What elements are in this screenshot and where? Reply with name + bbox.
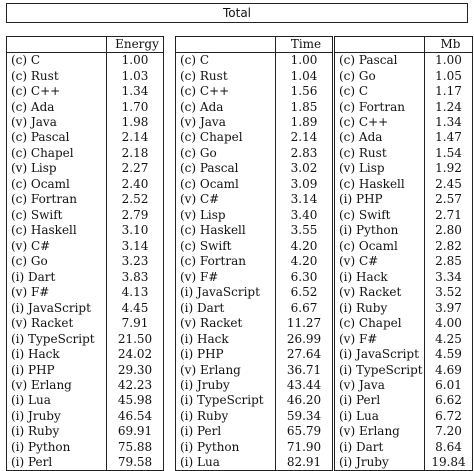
value-cell: 27.64: [276, 347, 333, 362]
value-cell: 79.58: [107, 455, 164, 471]
value-cell: 6.01: [425, 378, 473, 393]
table-row: [176, 68, 333, 83]
value-cell: 1.34: [107, 84, 164, 99]
language-cell: (c) Chapel: [11, 145, 74, 160]
time-table-body: [176, 52, 333, 471]
language-cell: (i) Dart: [339, 439, 384, 454]
language-cell: (v) Erlang: [339, 424, 400, 439]
value-cell: 3.14: [107, 238, 164, 253]
language-cell: (c) Ada: [180, 99, 224, 114]
language-cell: (c) Rust: [339, 145, 387, 160]
value-cell: 1.85: [276, 99, 333, 114]
language-cell: (c) Ocaml: [180, 176, 239, 191]
language-cell: (i) JavaScript: [339, 347, 419, 362]
table-row: [176, 440, 333, 455]
language-cell: (i) Lua: [11, 393, 51, 408]
value-cell: 1.00: [107, 52, 164, 68]
language-cell: (v) C#: [339, 254, 379, 269]
table-row: [7, 115, 164, 130]
value-cell: 2.14: [107, 130, 164, 145]
value-cell: 8.64: [425, 440, 473, 455]
value-cell: 2.52: [107, 192, 164, 207]
table-row: [176, 84, 333, 99]
table-row: [176, 161, 333, 176]
table-row: [176, 254, 333, 269]
table-row: [7, 207, 164, 222]
table-row: [335, 269, 473, 284]
language-cell: (i) Dart: [11, 269, 56, 284]
language-cell: (v) Erlang: [11, 377, 72, 392]
language-cell: (c) C++: [339, 115, 389, 129]
language-cell: (c) Rust: [180, 68, 228, 83]
table-row: [335, 455, 473, 471]
language-cell: (i) Perl: [339, 393, 381, 408]
value-cell: 2.82: [425, 238, 473, 253]
language-cell: (c) C++: [180, 84, 230, 99]
value-cell: 11.27: [276, 316, 333, 331]
value-cell: 1.70: [107, 99, 164, 114]
language-cell: (i) TypeScript: [339, 362, 423, 377]
language-cell: (v) Racket: [339, 285, 402, 300]
value-cell: 46.54: [107, 409, 164, 424]
value-cell: 3.34: [425, 269, 473, 284]
table-row: [176, 316, 333, 331]
value-cell: 29.30: [107, 362, 164, 377]
table-row: [176, 177, 333, 192]
table-row: [335, 331, 473, 346]
value-cell: 1.54: [425, 146, 473, 161]
language-cell: (v) Java: [180, 115, 226, 129]
value-cell: 69.91: [107, 424, 164, 439]
energy-table: [6, 36, 164, 471]
table-row: [7, 362, 164, 377]
value-cell: 4.20: [276, 238, 333, 253]
table-row: [176, 192, 333, 207]
value-cell: 3.14: [276, 192, 333, 207]
table-row: [335, 238, 473, 253]
language-cell: (i) Python: [11, 439, 71, 454]
table-row: [7, 331, 164, 346]
table-row: [176, 378, 333, 393]
value-cell: 45.98: [107, 393, 164, 408]
value-cell: 36.71: [276, 362, 333, 377]
table-row: [7, 99, 164, 114]
table-row: [7, 130, 164, 145]
table-row: [176, 409, 333, 424]
memory-table-body: [335, 52, 473, 471]
language-cell: (i) PHP: [180, 347, 224, 362]
language-cell: (i) JavaScript: [180, 285, 260, 300]
language-cell: (c) Chapel: [180, 130, 243, 145]
language-cell: (i) Perl: [11, 455, 53, 470]
value-cell: 3.97: [425, 300, 473, 315]
memory-column-header: Mb: [425, 37, 473, 53]
value-cell: 1.17: [425, 84, 473, 99]
language-cell: (c) Fortran: [180, 254, 246, 269]
table-row: [7, 269, 164, 284]
value-cell: 1.98: [107, 115, 164, 130]
value-cell: 1.04: [276, 68, 333, 83]
table-row: [176, 285, 333, 300]
value-cell: 46.20: [276, 393, 333, 408]
language-cell: (i) Hack: [11, 347, 60, 362]
value-cell: 3.23: [107, 254, 164, 269]
language-cell: (v) Lisp: [11, 161, 57, 176]
table-row: [7, 316, 164, 331]
language-cell: (v) F#: [11, 285, 50, 300]
language-cell: (i) Python: [180, 439, 240, 454]
table-row: [176, 52, 333, 68]
table-row: [335, 316, 473, 331]
value-cell: 6.52: [276, 285, 333, 300]
table-row: [335, 285, 473, 300]
table-row: [335, 300, 473, 315]
value-cell: 1.03: [107, 68, 164, 83]
language-cell: (c) Haskell: [11, 223, 77, 238]
page-title: Total: [6, 3, 468, 23]
table-row: [7, 161, 164, 176]
value-cell: 2.27: [107, 161, 164, 176]
table-row: [176, 223, 333, 238]
language-cell: (c) Ada: [339, 130, 383, 145]
language-cell: (i) Ruby: [339, 300, 388, 315]
value-cell: 1.56: [276, 84, 333, 99]
language-cell: (i) Python: [339, 223, 399, 238]
table-row: [7, 393, 164, 408]
language-cell: (i) Jruby: [11, 408, 61, 423]
table-row: [7, 192, 164, 207]
table-row: [335, 347, 473, 362]
table-row: [335, 440, 473, 455]
table-row: [335, 409, 473, 424]
table-row: [7, 68, 164, 83]
table-row: [7, 300, 164, 315]
language-cell: (c) Fortran: [11, 192, 77, 207]
value-cell: 3.83: [107, 269, 164, 284]
table-header-row: [176, 37, 333, 53]
language-cell: (c) Swift: [11, 207, 63, 222]
value-cell: 3.02: [276, 161, 333, 176]
language-cell: (i) JavaScript: [11, 300, 91, 315]
language-cell: (c) C: [11, 53, 41, 68]
value-cell: 26.99: [276, 331, 333, 346]
table-row: [335, 146, 473, 161]
language-cell: (c) Pascal: [180, 161, 239, 176]
language-cell: (c) Ada: [11, 99, 55, 114]
language-cell: (i) Hack: [180, 331, 229, 346]
table-row: [7, 223, 164, 238]
energy-column-header: Energy: [107, 37, 164, 53]
value-cell: 7.20: [425, 424, 473, 439]
language-cell: (i) Ruby: [11, 424, 60, 439]
table-row: [335, 84, 473, 99]
value-cell: 4.20: [276, 254, 333, 269]
time-column-header: Time: [276, 37, 333, 53]
value-cell: 3.40: [276, 207, 333, 222]
language-cell: (i) Dart: [180, 300, 225, 315]
language-cell: (c) Haskell: [339, 176, 405, 191]
value-cell: 42.23: [107, 378, 164, 393]
table-row: [7, 177, 164, 192]
value-cell: 1.89: [276, 115, 333, 130]
table-row: [335, 130, 473, 145]
table-row: [176, 455, 333, 471]
language-cell: (i) Jruby: [180, 377, 230, 392]
language-cell: (c) Swift: [339, 207, 391, 222]
table-row: [7, 285, 164, 300]
language-cell: (c) Rust: [11, 68, 59, 83]
table-row: [335, 68, 473, 83]
table-row: [176, 99, 333, 114]
language-cell: (c) Go: [11, 254, 48, 269]
value-cell: 6.67: [276, 300, 333, 315]
value-cell: 6.72: [425, 409, 473, 424]
language-cell: (v) Java: [11, 115, 57, 129]
table-row: [176, 130, 333, 145]
table-row: [335, 424, 473, 439]
value-cell: 2.14: [276, 130, 333, 145]
table-header-row: [335, 37, 473, 53]
language-cell: (i) Hack: [339, 269, 388, 284]
table-row: [335, 362, 473, 377]
value-cell: 3.55: [276, 223, 333, 238]
value-cell: 1.00: [276, 52, 333, 68]
table-row: [335, 223, 473, 238]
value-cell: 7.91: [107, 316, 164, 331]
language-cell: (i) Jruby: [339, 455, 389, 470]
table-row: [176, 424, 333, 439]
value-cell: 2.79: [107, 207, 164, 222]
value-cell: 2.45: [425, 177, 473, 192]
language-cell: (i) Perl: [180, 424, 222, 439]
table-row: [176, 393, 333, 408]
value-cell: 3.09: [276, 177, 333, 192]
table-row: [7, 52, 164, 68]
value-cell: 82.91: [276, 455, 333, 471]
table-row: [176, 300, 333, 315]
language-cell: (c) Go: [180, 145, 217, 160]
table-row: [7, 424, 164, 439]
time-table: [175, 36, 333, 471]
value-cell: 4.13: [107, 285, 164, 300]
value-cell: 4.45: [107, 300, 164, 315]
table-row: [335, 192, 473, 207]
language-cell: (c) Fortran: [339, 99, 405, 114]
table-row: [7, 238, 164, 253]
table-row: [7, 440, 164, 455]
language-cell: (i) TypeScript: [180, 393, 264, 408]
language-column-header: [176, 37, 276, 53]
value-cell: 1.00: [425, 52, 473, 68]
value-cell: 2.57: [425, 192, 473, 207]
language-cell: (v) Erlang: [180, 362, 241, 377]
value-cell: 1.92: [425, 161, 473, 176]
value-cell: 2.18: [107, 146, 164, 161]
table-row: [335, 254, 473, 269]
table-row: [335, 99, 473, 114]
value-cell: 2.71: [425, 207, 473, 222]
table-row: [176, 146, 333, 161]
table-row: [335, 207, 473, 222]
table-header-row: [7, 37, 164, 53]
value-cell: 1.34: [425, 115, 473, 130]
table-row: [176, 269, 333, 284]
language-cell: (v) C#: [11, 238, 51, 253]
value-cell: 1.47: [425, 130, 473, 145]
value-cell: 2.80: [425, 223, 473, 238]
table-row: [7, 254, 164, 269]
language-cell: (c) Chapel: [339, 316, 402, 331]
language-cell: (c) Haskell: [180, 223, 246, 238]
language-cell: (v) F#: [339, 331, 378, 346]
language-cell: (i) PHP: [11, 362, 55, 377]
language-cell: (i) PHP: [339, 192, 383, 207]
language-cell: (v) Lisp: [339, 161, 385, 176]
language-cell: (c) Pascal: [11, 130, 70, 145]
language-cell: (c) C: [339, 84, 369, 99]
language-cell: (c) C: [180, 53, 210, 68]
value-cell: 1.05: [425, 68, 473, 83]
language-cell: (v) F#: [180, 269, 219, 284]
value-cell: 71.90: [276, 440, 333, 455]
table-row: [176, 115, 333, 130]
energy-table-body: [7, 52, 164, 471]
memory-table: [334, 36, 473, 471]
value-cell: 2.85: [425, 254, 473, 269]
table-row: [7, 378, 164, 393]
language-cell: (v) C#: [180, 192, 220, 207]
table-row: [7, 347, 164, 362]
value-cell: 75.88: [107, 440, 164, 455]
value-cell: 43.44: [276, 378, 333, 393]
language-cell: (c) Swift: [180, 238, 232, 253]
table-row: [7, 146, 164, 161]
table-row: [335, 115, 473, 130]
table-row: [7, 409, 164, 424]
language-cell: (v) Racket: [11, 316, 74, 331]
language-cell: (c) Pascal: [339, 53, 398, 68]
value-cell: 59.34: [276, 409, 333, 424]
table-row: [7, 84, 164, 99]
language-column-header: [335, 37, 425, 53]
table-row: [176, 362, 333, 377]
language-cell: (i) Lua: [339, 408, 379, 423]
language-column-header: [7, 37, 107, 53]
table-row: [176, 238, 333, 253]
value-cell: 4.25: [425, 331, 473, 346]
table-row: [335, 161, 473, 176]
value-cell: 1.24: [425, 99, 473, 114]
value-cell: 65.79: [276, 424, 333, 439]
table-row: [7, 455, 164, 471]
value-cell: 3.52: [425, 285, 473, 300]
value-cell: 21.50: [107, 331, 164, 346]
table-row: [176, 347, 333, 362]
language-cell: (i) TypeScript: [11, 331, 95, 346]
language-cell: (c) Ocaml: [11, 176, 70, 191]
value-cell: 4.69: [425, 362, 473, 377]
language-cell: (i) Lua: [180, 455, 220, 470]
language-cell: (c) Go: [339, 68, 376, 83]
language-cell: (v) Java: [339, 377, 385, 392]
value-cell: 6.62: [425, 393, 473, 408]
table-row: [176, 207, 333, 222]
value-cell: 19.84: [425, 455, 473, 471]
value-cell: 4.00: [425, 316, 473, 331]
table-row: [335, 52, 473, 68]
table-row: [335, 393, 473, 408]
value-cell: 24.02: [107, 347, 164, 362]
table-row: [335, 177, 473, 192]
value-cell: 4.59: [425, 347, 473, 362]
language-cell: (c) C++: [11, 84, 61, 99]
value-cell: 3.10: [107, 223, 164, 238]
language-cell: (i) Ruby: [180, 408, 229, 423]
table-row: [335, 378, 473, 393]
language-cell: (v) Lisp: [180, 207, 226, 222]
table-row: [176, 331, 333, 346]
value-cell: 6.30: [276, 269, 333, 284]
value-cell: 2.83: [276, 146, 333, 161]
value-cell: 2.40: [107, 177, 164, 192]
language-cell: (c) Ocaml: [339, 238, 398, 253]
language-cell: (v) Racket: [180, 316, 243, 331]
